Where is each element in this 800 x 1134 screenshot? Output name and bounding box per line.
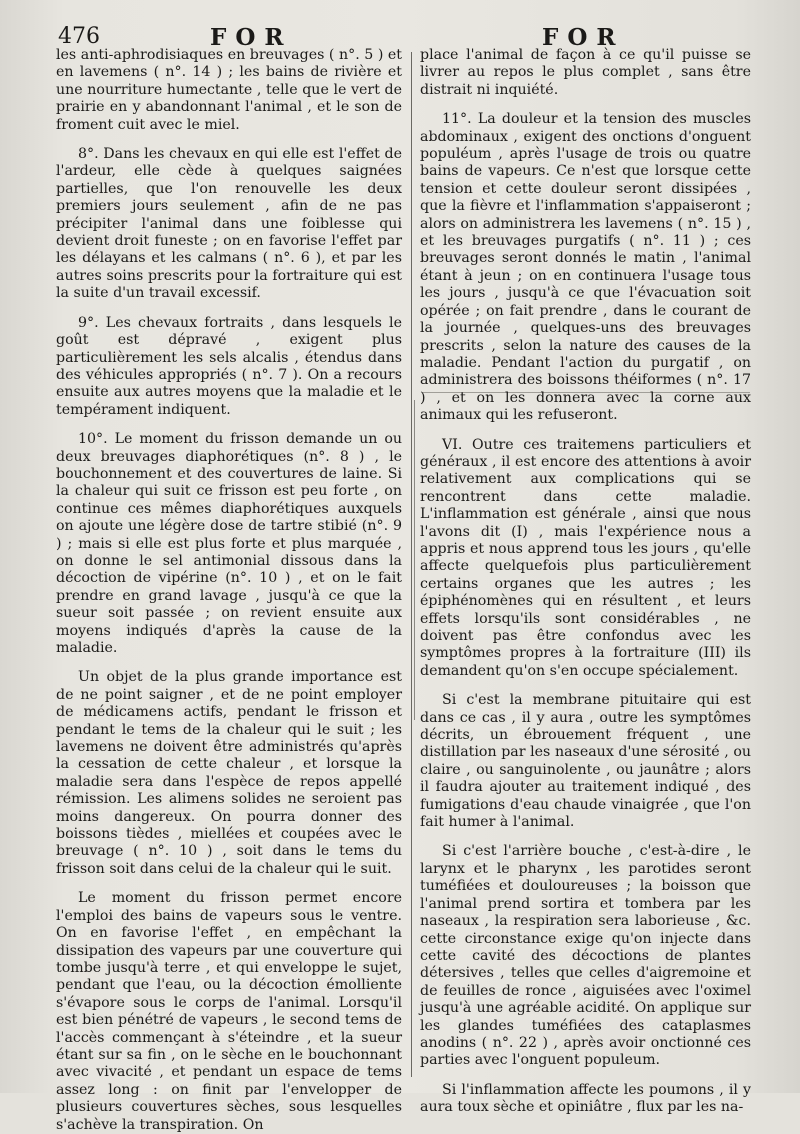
paragraph: 9°. Les chevaux fortraits , dans lesquels le goût est dépravé , exigent plus particulièrement les sels alcalis , étendus dans des véhicules appropriés ( n°. 7 ). On a recours ensuite aux autres moyens que la maladie et le tempérament indiquent.	[56, 314, 402, 418]
paragraph: place l'animal de façon à ce qu'il puisse se livrer au repos le plus complet , sans être distrait ni inquiété.	[420, 47, 751, 98]
paragraph: Un objet de la plus grande importance est de ne point saigner , et de ne point employer de médicamens actifs, pendant le frisson et pendant le tems de la chaleur qui le suit ; les lavemens ne doivent être administrés qu'après la cessation de cette chaleur , et lorsque la maladie sera dans l'espèce de repos appellé rémission. Les alimens solides ne seroient pas moins dangereux. On pourra donner des boissons tièdes , miellées et coupées avec le breuvage ( n°. 10 ) , soit dans le tems du frisson soit dans celui de la chaleur qui le suit.	[56, 669, 402, 877]
paragraph: VI. Outre ces traitemens particuliers et généraux , il est encore des attentions à avoir relativement aux complications qui se rencontrent dans cette maladie. L'inflammation est générale , ainsi que nous l'avons dit (I) , mais l'expérience nous a appris et nous apprend tous les jours , qu'elle affecte quelquefois plus particulièrement certains organes que les autres ; les épiphénomènes qui en résultent , et leurs effets lorsqu'ils sont considérables , ne doivent pas être confondus avec les symptômes propres à la fortraiture (III) ils demandent qu'on s'en occupe spécialement.	[420, 436, 751, 679]
paragraph: Si c'est l'arrière bouche , c'est-à-dire , le larynx et le pharynx , les parotides seront tuméfiées et douloureuses ; la boisson que l'animal prend sortira et tombera par les naseaux , la respiration sera laborieuse , &c. cette circonstance exige qu'on injecte dans cette cavité des décoctions de plantes détersives , telles que celles d'aigremoine et de feuilles de ronce , aiguisées avec l'oximel jusqu'à une agréable acidité. On applique sur les glandes tuméfiées des cataplasmes anodins ( n°. 22 ) , après avoir onctionné ces parties avec l'onguent populeum.	[420, 843, 751, 1069]
left-column	[56, 47, 402, 1134]
paragraph: 10°. Le moment du frisson demande un ou deux breuvages diaphorétiques (n°. 8 ) , le bouchonnement et des couvertures de laine. Si la chaleur qui suit ce frisson est peu forte , on continue ces mêmes diaphorétiques auxquels on ajoute une légère dose de tartre stibié (n°. 9 ) ; mais si elle est plus forte et plus marquée , on donne le sel antimonial dissous dans la décoction de vipérine (n°. 10 ) , et on le fait prendre en grand lavage , jusqu'à ce que la sueur soit passée ; on revient ensuite aux moyens indiqués d'après la cause de la maladie.	[56, 431, 402, 656]
paragraph: les anti-aphrodisiaques en breuvages ( n°. 5 ) et en lavemens ( n°. 14 ) ; les bains de rivière et une nourriture humectante , telle que le vert de prairie en y abandonnant l'animal , et le son de froment cuit avec le miel.	[56, 47, 402, 133]
page-number: 476	[58, 24, 100, 49]
paragraph: Le moment du frisson permet encore l'emploi des bains de vapeurs sous le ventre. On en favorise l'effet , en empêchant la dissipation des vapeurs par une couverture qui tombe jusqu'à terre , et qui enveloppe le sujet, pendant que l'eau, ou la décoction émolliente s'évapore sous le corps de l'animal. Lorsqu'il est bien pénétré de vapeurs , le second tems de l'accès commençant à s'éteindre , et la sueur étant sur sa fin , on le sèche en le bouchonnant avec vivacité , et pendant un espace de tems assez long : on finit par l'envelopper de plusieurs couvertures sèches, sous lesquelles s'achève la transpiration. On	[56, 890, 402, 1133]
paragraph: 11°. La douleur et la tension des muscles abdominaux , exigent des onctions d'onguent populéum , après l'usage de trois ou quatre bains de vapeurs. Ce n'est que lorsque cette tension et cette douleur seront dissipées , que la fièvre et l'inflammation s'appaiseront ; alors on administrera les lavemens ( n°. 15 ) , et les breuvages purgatifs ( n°. 11 ) ; ces breuvages seront donnés le matin , l'animal étant à jeun ; on en continuera l'usage tous les jours , jusqu'à ce que l'évacuation soit opérée ; on fait prendre , dans le courant de la journée , quelques-uns des breuvages prescrits , selon la nature des causes de la maladie. Pendant l'action du purgatif , on administrera des boissons théiformes ( n°. 17 ) , et on les donnera avec la corne aux animaux qui les refuseront.	[420, 111, 751, 424]
column-divider	[411, 52, 412, 1077]
paragraph: Si c'est la membrane pituitaire qui est dans ce cas , il y aura , outre les symptômes décrits, un ébrouement fréquent , une distillation par les naseaux d'une sérosité , ou claire , ou sanguinolente , ou jaunâtre ; alors il faudra ajouter au traitement indiqué , des fumigations d'eau chaude vinaigrée , que l'on fait humer à l'animal.	[420, 692, 751, 831]
paragraph: 8°. Dans les chevaux en qui elle est l'effet de l'ardeur, elle cède à quelques saignées partielles, que l'on renouvelle les deux premiers jours seulement , afin de ne pas précipiter l'animal dans une foiblesse qui devient droit funeste ; on en favorise l'effet par les délayans et les calmans ( n°. 6 ), et par les autres soins prescrits pour la fortraiture qui est la suite d'un travail excessif.	[56, 146, 402, 302]
running-head-right: FOR	[542, 24, 625, 51]
column-divider-secondary	[414, 400, 415, 720]
running-head-left: FOR	[210, 24, 293, 51]
paragraph: Si l'inflammation affecte les poumons , il y aura toux sèche et opiniâtre , flux par les na-	[420, 1081, 751, 1116]
right-column	[420, 47, 751, 1117]
